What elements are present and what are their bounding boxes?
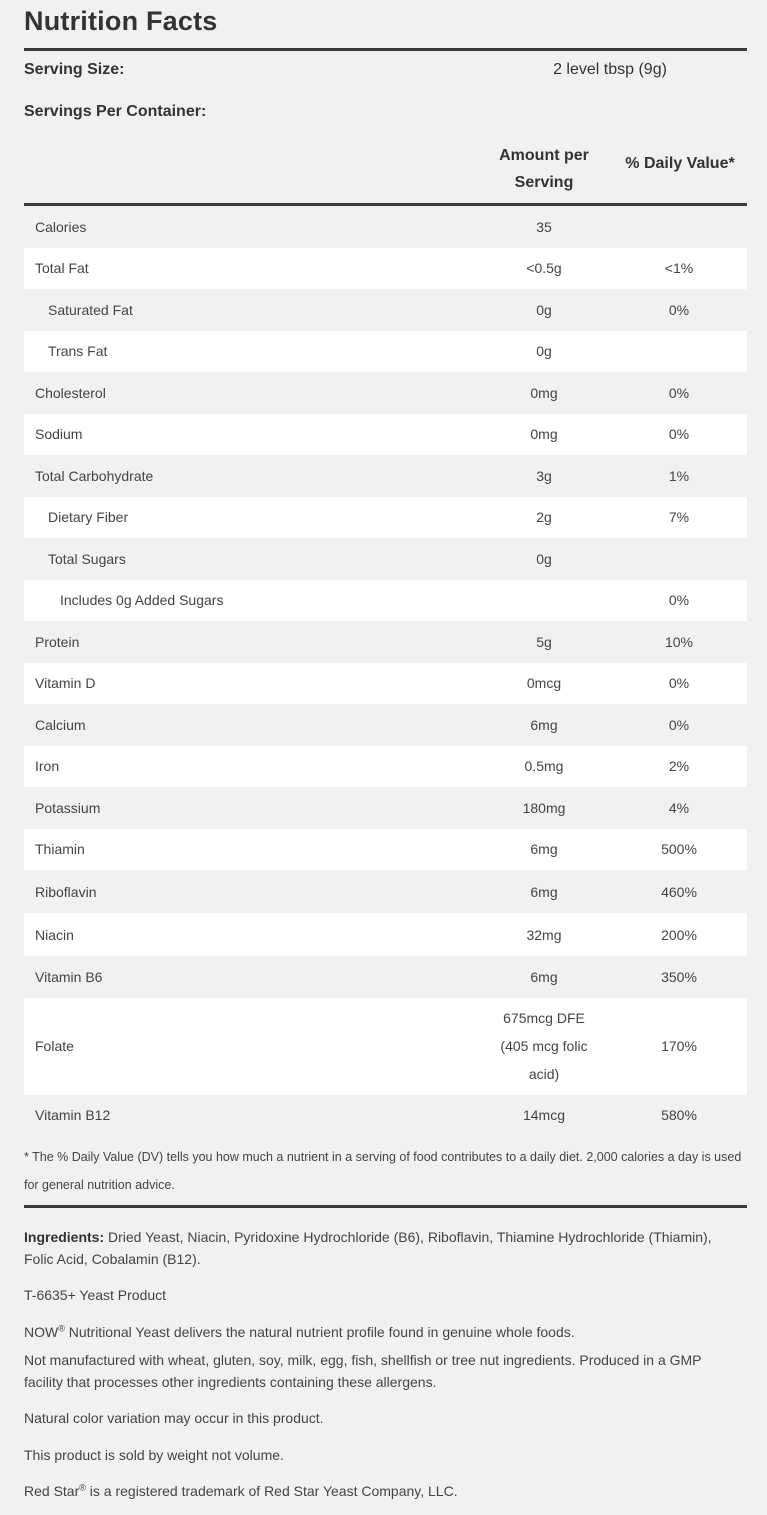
allergen-statement: Not manufactured with wheat, gluten, soy, milk, egg, fish, shellfish or tree nut ingredients. Produced in a GMP facility that processes other ingredients containing these allergens.: [24, 1352, 702, 1390]
trademark-statement-text: is a registered trademark of Red Star Yeast Company, LLC.: [85, 1483, 458, 1499]
nutrient-row: [24, 746, 747, 788]
nutrient-daily-value: [619, 538, 739, 580]
nutrient-name: Vitamin B6: [35, 968, 103, 985]
nutrient-name: Saturated Fat: [48, 301, 133, 318]
nutrient-amount: 14mcg: [522, 1107, 566, 1124]
color-variation-note: Natural color variation may occur in this product.: [24, 1410, 324, 1426]
nutrient-row: [24, 704, 747, 746]
nutrient-row: [24, 580, 747, 622]
nutrient-daily-value: 0%: [668, 592, 690, 609]
nutrient-daily-value: 10%: [664, 633, 694, 650]
nutrient-amount: 2g: [536, 509, 552, 526]
nutrient-name: Riboflavin: [35, 883, 97, 900]
nutrient-name: Potassium: [35, 799, 101, 816]
nutrient-name: Includes 0g Added Sugars: [60, 592, 224, 609]
nutrient-row: [24, 998, 747, 1095]
nutrient-name: Niacin: [35, 926, 74, 943]
nutrient-row: [24, 787, 747, 829]
nutrient-amount: 0mg: [530, 426, 558, 443]
product-code: T-6635+ Yeast Product: [24, 1287, 167, 1303]
nutrient-daily-value: [619, 331, 739, 373]
nutrient-daily-value: 0%: [668, 716, 690, 733]
ingredients-text: Dried Yeast, Niacin, Pyridoxine Hydrochloride (B6), Riboflavin, Thiamine Hydrochloride (Thiamin), Folic Acid, Cobalamin (B12).: [24, 1229, 712, 1267]
ingredients-statement: [24, 1226, 744, 1270]
column-header-amount-line1: Amount per: [499, 147, 589, 164]
nutrient-daily-value: 580%: [661, 1107, 697, 1124]
nutrient-daily-value: 460%: [661, 883, 697, 900]
nutrient-amount: 32mg: [526, 926, 562, 943]
nutrient-daily-value: 500%: [661, 841, 697, 858]
nutrient-name: Cholesterol: [35, 384, 106, 401]
nutrient-daily-value: 0%: [668, 384, 690, 401]
nutrient-name: Vitamin B12: [35, 1107, 111, 1124]
nutrient-name: Total Sugars: [48, 550, 126, 567]
nutrient-row: [24, 414, 747, 456]
nutrient-row: [24, 331, 747, 373]
nutrient-daily-value: 170%: [661, 1038, 697, 1054]
nutrient-table: [24, 206, 747, 1136]
brand-redstar: Red Star: [24, 1483, 80, 1499]
nutrient-row: [24, 248, 747, 290]
nutrient-daily-value: 0%: [668, 675, 690, 692]
nutrient-daily-value: 2%: [668, 758, 690, 775]
serving-size-value: 2 level tbsp (9g): [553, 61, 667, 78]
nutrient-name: Calories: [35, 218, 87, 235]
nutrient-amount: 0g: [536, 550, 552, 567]
nutrient-amount: <0.5g: [526, 260, 562, 277]
divider: [24, 48, 747, 51]
nutrient-row: [24, 289, 747, 331]
nutrient-name: Trans Fat: [48, 343, 108, 360]
column-header-daily-value: % Daily Value*: [625, 155, 735, 172]
registered-mark: ®: [79, 1482, 86, 1493]
nutrient-amount: 0.5mg: [524, 758, 564, 775]
nutrient-amount: 6mg: [530, 968, 558, 985]
nutrient-amount: 180mg: [522, 799, 566, 816]
nutrient-row: [24, 829, 747, 871]
nutrient-name: Thiamin: [35, 841, 85, 858]
nutrient-amount: [484, 580, 604, 622]
nutrient-name: Sodium: [35, 426, 83, 443]
nutrient-daily-value: 7%: [668, 509, 690, 526]
nutrient-row: [24, 497, 747, 539]
nutrient-daily-value: 4%: [668, 799, 690, 816]
nutrient-row: [24, 870, 747, 913]
nutrient-row: [24, 913, 747, 956]
nutrient-amount: 6mg: [530, 716, 558, 733]
nutrient-name: Iron: [35, 758, 60, 775]
nutrient-row: [24, 1095, 747, 1137]
nutrient-daily-value: 1%: [668, 467, 690, 484]
nutrient-row: [24, 956, 747, 998]
servings-per-container-label: Servings Per Container:: [24, 103, 207, 120]
nutrient-daily-value: 350%: [661, 968, 697, 985]
divider: [24, 1205, 747, 1208]
trademark-statement: [24, 1480, 744, 1502]
column-header-amount-line2: Serving: [514, 174, 574, 191]
nutrient-name: Total Carbohydrate: [35, 467, 154, 484]
now-statement-text: Nutritional Yeast delivers the natural nutrient profile found in genuine whole foods.: [64, 1324, 575, 1340]
weight-note: This product is sold by weight not volume.: [24, 1447, 284, 1463]
nutrient-row: [24, 538, 747, 580]
nutrient-name: Calcium: [35, 716, 86, 733]
nutrient-daily-value: 200%: [661, 926, 697, 943]
now-statement: [24, 1321, 744, 1343]
nutrient-row: [24, 621, 747, 663]
nutrient-row: [24, 206, 747, 248]
nutrient-amount: 675mcg DFE (405 mcg folic acid): [500, 1010, 588, 1082]
nutrient-amount: 35: [536, 218, 552, 235]
nutrient-daily-value: 0%: [668, 426, 690, 443]
nutrient-amount: 0g: [536, 301, 552, 318]
daily-value-footnote: * The % Daily Value (DV) tells you how much a nutrient in a serving of food contributes to a daily diet. 2,000 calories a day is used for general nutrition advice.: [24, 1150, 742, 1192]
nutrient-daily-value: <1%: [664, 260, 694, 277]
ingredients-label: Ingredients:: [24, 1229, 105, 1245]
brand-now: NOW: [24, 1324, 59, 1340]
nutrient-amount: 3g: [536, 467, 552, 484]
nutrient-name: Vitamin D: [35, 675, 96, 692]
nutrient-name: Total Fat: [35, 260, 89, 277]
page-title: Nutrition Facts: [24, 6, 218, 36]
nutrient-amount: 0mcg: [526, 675, 562, 692]
registered-mark: ®: [58, 1323, 65, 1334]
nutrient-daily-value: 0%: [668, 301, 690, 318]
column-header-amount: [488, 142, 600, 196]
nutrient-amount: 6mg: [530, 883, 558, 900]
nutrient-amount: 6mg: [530, 841, 558, 858]
nutrient-row: [24, 663, 747, 705]
nutrient-name: Dietary Fiber: [48, 509, 129, 526]
nutrient-amount: 0g: [536, 343, 552, 360]
serving-size-label: Serving Size:: [24, 61, 125, 78]
nutrient-row: [24, 455, 747, 497]
nutrient-amount: 0mg: [530, 384, 558, 401]
nutrient-name: Folate: [35, 1038, 74, 1054]
nutrient-amount: 5g: [536, 633, 552, 650]
nutrient-daily-value: [619, 206, 739, 248]
nutrient-row: [24, 372, 747, 414]
nutrient-name: Protein: [35, 633, 80, 650]
